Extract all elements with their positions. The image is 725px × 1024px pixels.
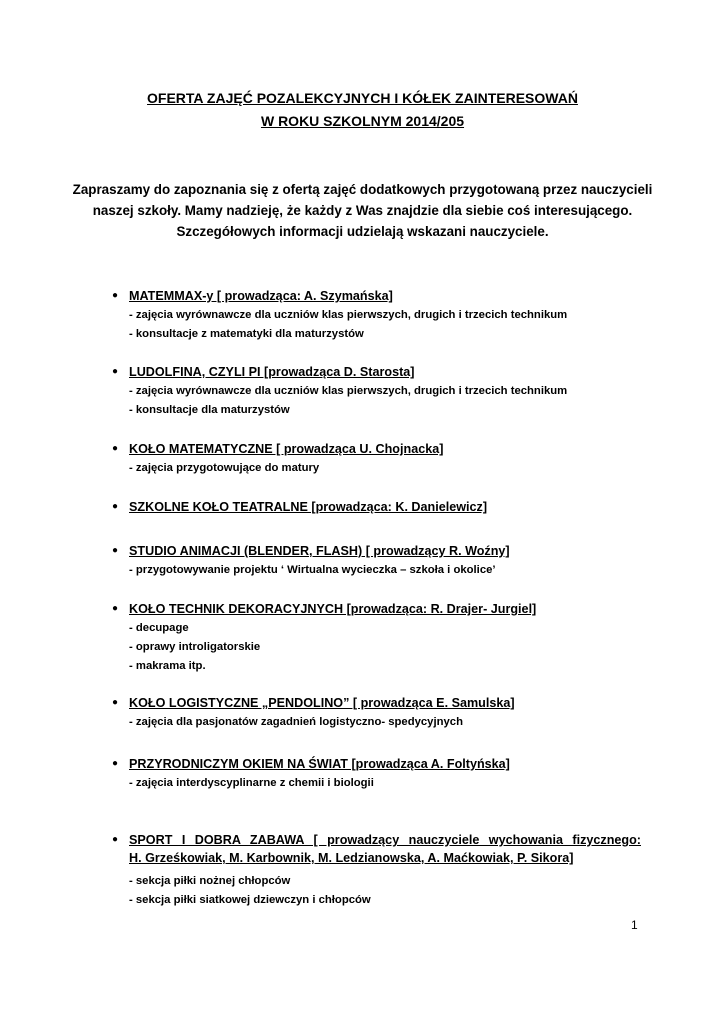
item-heading: KOŁO TECHNIK DEKORACYJNYCH [prowadząca: R. Drajer- Jurgiel] (129, 602, 537, 616)
bullet-icon: ● (112, 834, 119, 845)
bullet-icon: ● (112, 501, 119, 512)
item-heading: STUDIO ANIMACJI (BLENDER, FLASH) [ prowadzący R. Woźny] (129, 544, 510, 558)
intro-line-2: naszej szkoły. Mamy nadzieję, że każdy z Was znajdzie dla siebie coś interesującego. (92, 203, 633, 218)
bullet-icon: ● (112, 290, 119, 301)
item-detail: - przygotowywanie projektu ‘ Wirtualna wycieczka – szkoła i okolice’ (129, 564, 496, 576)
bullet-icon: ● (112, 366, 119, 377)
item-detail: - decupage (129, 622, 189, 634)
title-line-1: OFERTA ZAJĘĆ POZALEKCYJNYCH I KÓŁEK ZAINTERESOWAŃ (147, 90, 578, 106)
item-detail: - konsultacje dla maturzystów (129, 404, 290, 416)
intro-line-3: Szczegółowych informacji udzielają wskazani nauczyciele. (176, 224, 549, 239)
item-detail: - konsultacje z matematyki dla maturzystów (129, 328, 364, 340)
item-detail: - zajęcia interdyscyplinarne z chemii i biologii (129, 777, 374, 789)
bullet-icon: ● (112, 603, 119, 614)
item-detail: - zajęcia dla pasjonatów zagadnień logistyczno- spedycyjnych (129, 716, 463, 728)
item-detail: - oprawy introligatorskie (129, 641, 261, 653)
bullet-icon: ● (112, 758, 119, 769)
item-detail: - sekcja piłki siatkowej dziewczyn i chłopców (129, 894, 371, 906)
item-detail: - zajęcia wyrównawcze dla uczniów klas pierwszych, drugich i trzecich technikum (129, 385, 568, 397)
item-detail: - makrama itp. (129, 660, 206, 672)
item-heading: LUDOLFINA, CZYLI PI [prowadząca D. Starosta] (129, 365, 415, 379)
title-line-2: W ROKU SZKOLNYM 2014/205 (260, 113, 465, 129)
item-heading: SZKOLNE KOŁO TEATRALNE [prowadząca: K. Danielewicz] (129, 500, 488, 514)
item-detail: - zajęcia wyrównawcze dla uczniów klas pierwszych, drugich i trzecich technikum (129, 309, 568, 321)
intro-line-1: Zapraszamy do zapoznania się z ofertą zajęć dodatkowych przygotowaną przez nauczycieli (72, 182, 653, 197)
item-detail: - zajęcia przygotowujące do matury (129, 462, 320, 474)
item-heading: PRZYRODNICZYM OKIEM NA ŚWIAT [prowadząca A. Foltyńska] (129, 757, 510, 771)
bullet-icon: ● (112, 443, 119, 454)
item-heading: KOŁO LOGISTYCZNE „PENDOLINO” [ prowadząca E. Samulska] (129, 696, 515, 710)
bullet-icon: ● (112, 697, 119, 708)
item-heading-line-1: SPORT I DOBRA ZABAWA [ prowadzący nauczyciele wychowania fizycznego: (129, 833, 641, 847)
item-detail: - sekcja piłki nożnej chłopców (129, 875, 291, 887)
page-number: 1 (631, 918, 638, 932)
item-heading (129, 831, 641, 867)
item-heading: MATEMMAX-y [ prowadząca: A. Szymańska] (129, 289, 393, 303)
bullet-icon: ● (112, 545, 119, 556)
item-heading-line-2: H. Grześkowiak, M. Karbownik, M. Ledzianowska, A. Maćkowiak, P. Sikora] (129, 851, 574, 865)
item-heading: KOŁO MATEMATYCZNE [ prowadząca U. Chojnacka] (129, 442, 444, 456)
